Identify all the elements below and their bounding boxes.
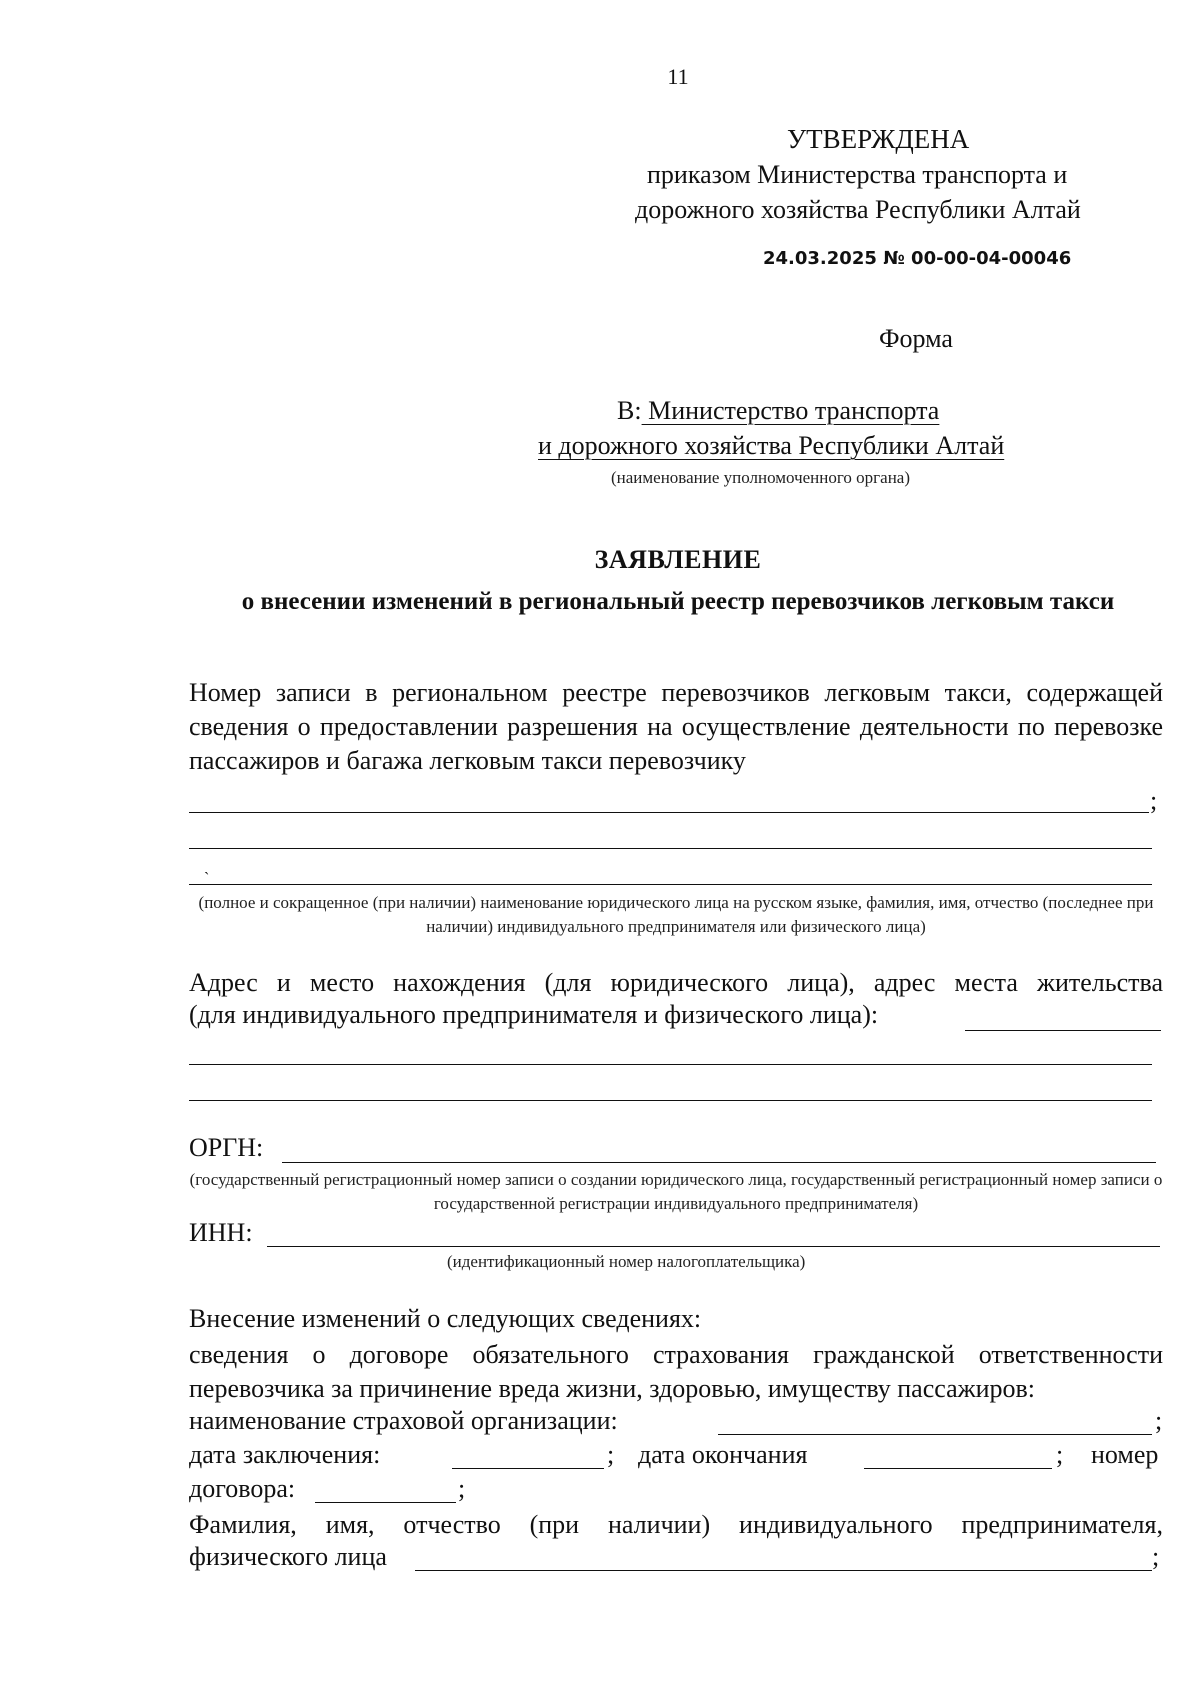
contract-number-semicolon: ; [458,1474,466,1503]
record-number-paragraph: Номер записи в региональном реестре перевозчиков легковым такси, содержащей сведения о предоставлении разрешения на осуществление деятельности по перевозке пассажиров и багажа легковым такси перевозчику [189,678,1163,775]
address-field-inline[interactable] [965,1030,1161,1031]
address-field-line-1[interactable] [189,1064,1152,1065]
approval-line-2: дорожного хозяйства Республики Алтай [635,195,1081,224]
address-field-line-2[interactable] [189,1100,1152,1101]
inn-field[interactable] [267,1246,1160,1247]
contract-number-field[interactable] [315,1502,456,1503]
recipient-line-1 [617,396,939,426]
recipient-line-2: и дорожного хозяйства Республики Алтай [538,431,1005,460]
insurer-semicolon: ; [1155,1406,1163,1435]
name-field-line-2[interactable] [189,884,1152,885]
recipient-hint: (наименование уполномоченного органа) [611,468,911,487]
insurer-field[interactable] [718,1434,1152,1435]
approval-heading: УТВЕРЖДЕНА [787,124,970,154]
date-concluded-field[interactable] [452,1468,604,1469]
date-end-label: дата окончания [638,1440,808,1469]
date-concluded-label: дата заключения: [189,1440,381,1469]
date-end-semicolon: ; [1056,1440,1064,1469]
changes-heading: Внесение изменений о следующих сведениях: [189,1304,702,1333]
ogrn-label: ОРГН: [189,1133,264,1162]
approval-line-1: приказом Министерства транспорта и [647,160,1068,189]
ogrn-hint: (государственный регистрационный номер записи о создании юридического лица, государственный регистрационный номер записи о государственной регистрации индивидуального предпринимателя) [189,1170,1163,1213]
approval-date-number: 24.03.2025 № 00-00-04-00046 [763,248,1072,269]
person-semicolon: ; [1152,1542,1160,1571]
stray-mark: ˎ [204,858,210,875]
contract-number-label: номер [1091,1440,1159,1469]
ogrn-field[interactable] [282,1162,1156,1163]
recipient-name-1: Министерство транспорта [641,396,940,425]
name-field-line-1[interactable] [189,848,1152,849]
form-label: Форма [879,324,953,353]
address-line-2: (для индивидуального предпринимателя и физического лица): [189,1000,879,1029]
recipient-prefix: В: [617,396,642,425]
record-number-semicolon: ; [1150,786,1158,815]
inn-label: ИНН: [189,1218,253,1247]
date-concluded-semicolon: ; [607,1440,615,1469]
name-hint: (полное и сокращенное (при наличии) наименование юридического лица на русском языке, фамилия, имя, отчество (последнее при наличии) индивидуального предпринимателя или физического лица) [198,893,1154,936]
address-line-1: Адрес и место нахождения (для юридического лица), адрес места жительства [189,968,1163,997]
inn-hint: (идентификационный номер налогоплательщика) [447,1252,806,1271]
insurance-text: сведения о договоре обязательного страхования гражданской ответственности перевозчика за причинение вреда жизни, здоровью, имуществу пассажиров: [189,1340,1163,1403]
document-title: ЗАЯВЛЕНИЕ [594,545,762,574]
page-number: 11 [667,64,689,89]
person-line-2: физического лица [189,1542,387,1571]
record-number-field[interactable] [189,812,1149,813]
insurer-label: наименование страховой организации: [189,1406,618,1435]
date-end-field[interactable] [864,1468,1052,1469]
document-subtitle: о внесении изменений в региональный реестр перевозчиков легковым такси [241,588,1115,615]
contract-label: договора: [189,1474,296,1503]
person-field[interactable] [415,1570,1152,1571]
person-line-1: Фамилия, имя, отчество (при наличии) индивидуального предпринимателя, [189,1510,1163,1539]
